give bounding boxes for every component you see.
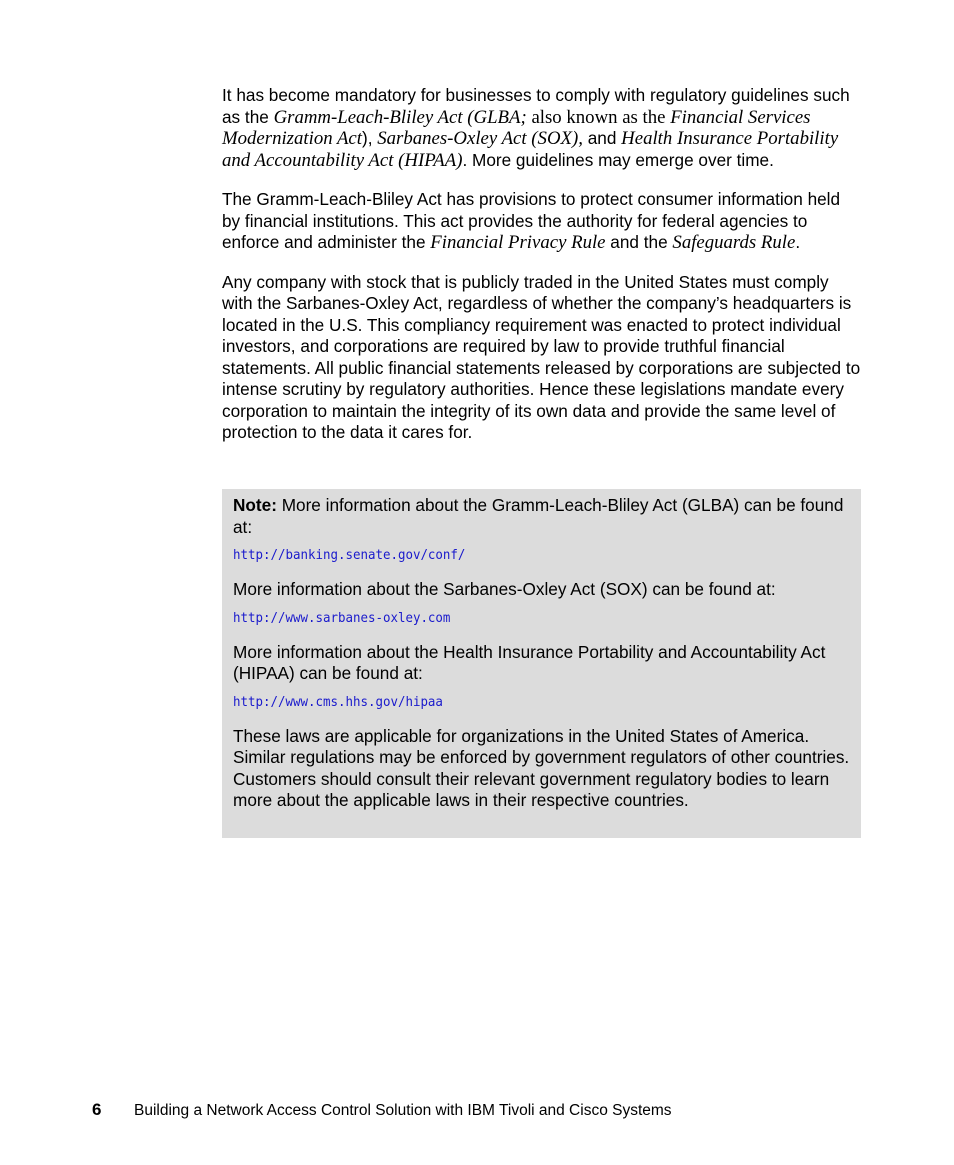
book-title: Building a Network Access Control Solution with IBM Tivoli and Cisco Systems bbox=[134, 1102, 672, 1119]
text-span: also known as the bbox=[526, 106, 671, 128]
note-closing: These laws are applicable for organizations in the United States of America. Similar regulations may be enforced by government regulators of other countries. Customers should consult their relevant government regulatory bodies to learn more about the applicable laws in their respective countries. bbox=[233, 725, 850, 810]
glba-act-name: Gramm-Leach-Bliley Act (GLBA; bbox=[273, 106, 527, 128]
hipaa-act-name: Health Insurance Portability and Accountability Act (HIPAA) bbox=[222, 128, 839, 171]
text-span: More information about the Gramm-Leach-Bliley Act (GLBA) can be found at: bbox=[233, 495, 844, 537]
paragraph-sox-compliance: Any company with stock that is publicly traded in the United States must comply with the Sarbanes-Oxley Act, regardless of whether the company’s headquarters is located in the U.S. This compliancy requirement was enacted to protect individual investors, and corporations are required by law to provide truthful financial statements. All public financial statements released by corporations are subjected to intense scrutiny by regulatory authorities. Hence these legislations mandate every corporation to maintain the integrity of its own data and provide the same level of protection to the data it cares for. bbox=[222, 271, 861, 442]
text-span: and the bbox=[605, 232, 673, 252]
financial-privacy-rule: Financial Privacy Rule bbox=[430, 232, 606, 253]
safeguards-rule: Safeguards Rule bbox=[672, 232, 796, 253]
hipaa-link[interactable]: http://www.cms.hhs.gov/hipaa bbox=[233, 694, 443, 710]
text-span: . bbox=[795, 232, 801, 252]
note-label: Note: bbox=[233, 495, 277, 515]
page-footer bbox=[92, 1100, 672, 1121]
fsma-act-name: Financial Services Modernization Act bbox=[222, 106, 811, 149]
text-span: . More guidelines may emerge over time. bbox=[462, 149, 774, 170]
paragraph-glba-provisions bbox=[222, 189, 862, 254]
note-box bbox=[222, 489, 861, 838]
sox-act-name: Sarbanes-Oxley Act (SOX), bbox=[377, 128, 583, 149]
note-sox: More information about the Sarbanes-Oxley Act (SOX) can be found at: bbox=[233, 579, 776, 599]
paragraph-regulatory-guidelines bbox=[222, 85, 862, 171]
note-hipaa: More information about the Health Insurance Portability and Accountability Act (HIPAA) can be found at: bbox=[233, 641, 826, 683]
text-span: ), bbox=[361, 128, 378, 148]
page-number: 6 bbox=[92, 1100, 102, 1119]
glba-link[interactable]: http://banking.senate.gov/conf/ bbox=[233, 548, 466, 563]
sox-link[interactable]: http://www.sarbanes-oxley.com bbox=[233, 610, 451, 626]
text-span: The Gramm-Leach-Bliley Act has provisions to protect consumer information held by financial institutions. This act provides the authority for federal agencies to enforce and administer the bbox=[222, 189, 841, 252]
text-span: and bbox=[582, 128, 622, 148]
main-content bbox=[222, 85, 862, 462]
text-span: It has become mandatory for businesses to comply with regulatory guidelines such as the bbox=[222, 85, 850, 127]
note-glba bbox=[233, 495, 851, 538]
